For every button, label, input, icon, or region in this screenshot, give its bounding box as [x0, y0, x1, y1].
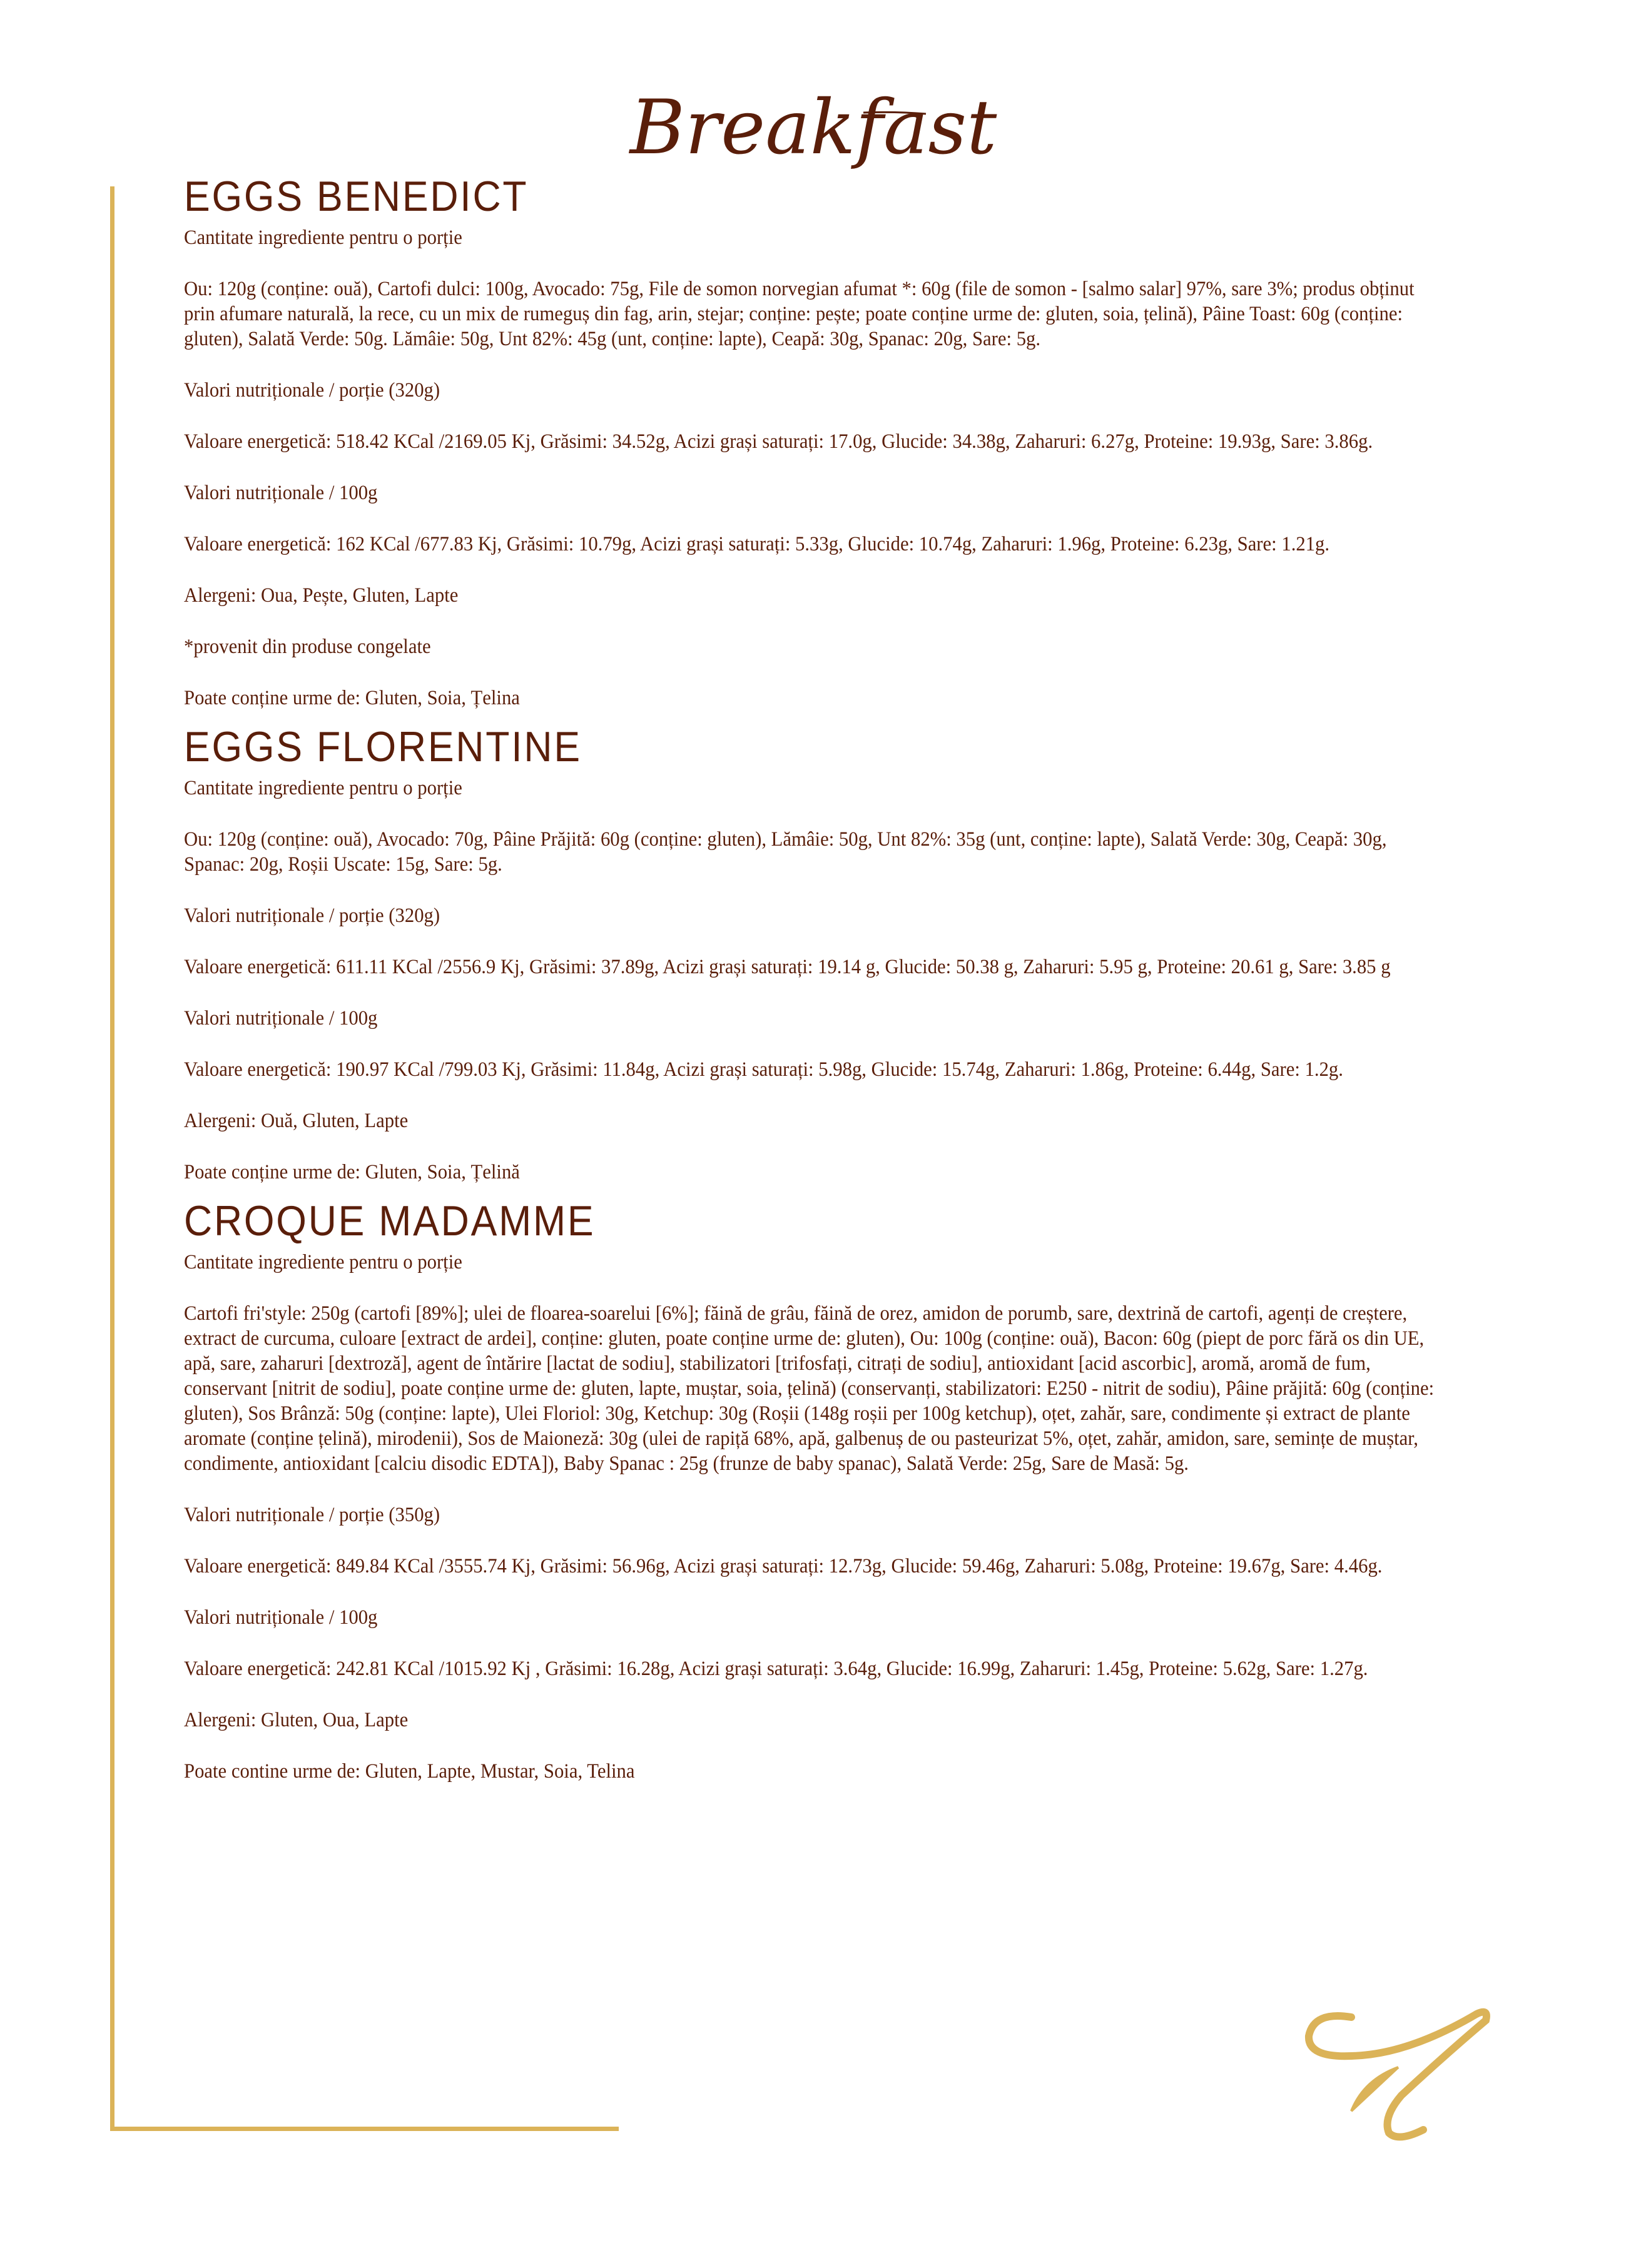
quantity-label: Cantitate ingrediente pentru o porție	[184, 1251, 462, 1273]
gold-flourish-logo-icon	[1289, 1986, 1502, 2149]
ingredients-text: Cartofi fri'style: 250g (cartofi [89%]; ulei de floarea-soarelui [6%]; făină de grâu, făină de orez, amidon de porumb, sare, dextrină de cartofi, agenți de creștere, extract de curcuma, culoare [extract de ardei], conține: gluten, poate conține urme de: gluten), Ou: 100g (conține: ouă), Bacon: 60g (piept de porc fără os din UE, apă, sare, zaharuri [dextroză], agent de întărire [lactat de sodiu], stabilizatori [trifosfați, citrați de sodiu], antioxidant [acid ascorbic], aromă, aromă de fum, conservant [nitrit de sodiu], poate conține urme de: gluten, lapte, muștar, soia, țelină) (conservanți, stabilizatori: E250 - nitrit de sodiu), Pâine prăjită: 60g (conține: gluten), Sos Brânză: 50g (conține: lapte), Ulei Floriol: 30g, Ketchup: 30g (Roșii (148g roșii per 100g ketchup), oțet, zahăr, sare, condimente și extract de plante aromate (conține țelină), mirodenii), Sos de Maioneză: 30g (ulei de rapiță 68%, apă, galbenuș de ou pasteurizat 5%, oțet, zahăr, amidon, sare, semințe de muștar, condimente, antioxidant [calciu disodic EDTA]), Baby Spanac : 25g (frunze de baby spanac), Salată Verde: 25g, Sare de Masă: 5g.	[184, 1302, 1435, 1475]
allergens-text: Alergeni: Ouă, Gluten, Lapte	[184, 1110, 409, 1132]
portion-nutrition-label: Valori nutriționale / porție (350g)	[184, 1504, 440, 1526]
per100-nutrition-label: Valori nutriționale / 100g	[184, 1007, 378, 1030]
traces-text: Poate conține urme de: Gluten, Soia, Țelină	[184, 1161, 520, 1183]
quantity-label: Cantitate ingrediente pentru o porție	[184, 777, 462, 799]
per100-nutrition-label: Valori nutriționale / 100g	[184, 1606, 378, 1629]
traces-text: Poate contine urme de: Gluten, Lapte, Mustar, Soia, Telina	[184, 1760, 635, 1783]
portion-nutrition-values: Valoare energetică: 518.42 KCal /2169.05 Kj, Grăsimi: 34.52g, Acizi grași saturați: 17.0g, Glucide: 34.38g, Zaharuri: 6.27g, Proteine: 19.93g, Sare: 3.86g.	[184, 430, 1373, 453]
portion-nutrition-values: Valoare energetică: 611.11 KCal /2556.9 Kj, Grăsimi: 37.89g, Acizi grași saturați: 19.14 g, Glucide: 50.38 g, Zaharuri: 5.95 g, Proteine: 20.61 g, Sare: 3.85 g	[184, 956, 1391, 978]
dish-title: EGGS FLORENTINE	[184, 723, 582, 771]
allergens-text: Alergeni: Oua, Pește, Gluten, Lapte	[184, 584, 459, 607]
frozen-note: *provenit din produse congelate	[184, 635, 431, 658]
dish-title: CROQUE MADAMME	[184, 1197, 596, 1245]
portion-nutrition-label: Valori nutriționale / porție (320g)	[184, 379, 440, 402]
portion-nutrition-values: Valoare energetică: 849.84 KCal /3555.74 Kj, Grăsimi: 56.96g, Acizi grași saturați: 12.73g, Glucide: 59.46g, Zaharuri: 5.08g, Proteine: 19.67g, Sare: 4.46g.	[184, 1555, 1383, 1577]
dish-eggs-florentine	[184, 723, 1448, 1185]
dish-croque-madamme	[184, 1197, 1448, 1784]
per100-nutrition-values: Valoare energetică: 190.97 KCal /799.03 Kj, Grăsimi: 11.84g, Acizi grași saturați: 5.98g, Glucide: 15.74g, Zaharuri: 1.86g, Proteine: 6.44g, Sare: 1.2g.	[184, 1058, 1343, 1081]
per100-nutrition-values: Valoare energetică: 162 KCal /677.83 Kj, Grăsimi: 10.79g, Acizi grași saturați: 5.33g, Glucide: 10.74g, Zaharuri: 1.96g, Proteine: 6.23g, Sare: 1.21g.	[184, 533, 1330, 555]
per100-nutrition-label: Valori nutriționale / 100g	[184, 482, 378, 504]
frame-border-bottom	[110, 2127, 619, 2131]
allergens-text: Alergeni: Gluten, Oua, Lapte	[184, 1709, 409, 1731]
menu-content	[184, 175, 1448, 1784]
page-title-text: Breakfast	[629, 84, 997, 171]
frame-border-left	[110, 186, 114, 2131]
dish-eggs-benedict	[184, 175, 1448, 711]
dish-title: EGGS BENEDICT	[184, 173, 529, 220]
per100-nutrition-values: Valoare energetică: 242.81 KCal /1015.92 Kj , Grăsimi: 16.28g, Acizi grași saturați: 3.64g, Glucide: 16.99g, Zaharuri: 1.45g, Proteine: 5.62g, Sare: 1.27g.	[184, 1658, 1368, 1680]
traces-text: Poate conține urme de: Gluten, Soia, Țelina	[184, 687, 520, 709]
ingredients-text: Ou: 120g (conține: ouă), Cartofi dulci: 100g, Avocado: 75g, File de somon norvegian afumat *: 60g (file de somon - [salmo salar] 97%, sare 3%; produs obținut prin afumare naturală, la rece, cu un mix de rumeguș din fag, arin, stejar; conține: pește; poate conține urme de: gluten, soia, țelină), Pâine Toast: 60g (conține: gluten), Salată Verde: 50g. Lămâie: 50g, Unt 82%: 45g (unt, conține: lapte), Ceapă: 30g, Spanac: 20g, Sare: 5g.	[184, 278, 1415, 350]
ingredients-text: Ou: 120g (conține: ouă), Avocado: 70g, Pâine Prăjită: 60g (conține: gluten), Lămâie: 50g, Unt 82%: 35g (unt, conține: lapte), Salată Verde: 30g, Ceapă: 30g, Spanac: 20g, Roșii Uscate: 15g, Sare: 5g.	[184, 828, 1387, 876]
quantity-label: Cantitate ingrediente pentru o porție	[184, 226, 462, 249]
portion-nutrition-label: Valori nutriționale / porție (320g)	[184, 904, 440, 927]
